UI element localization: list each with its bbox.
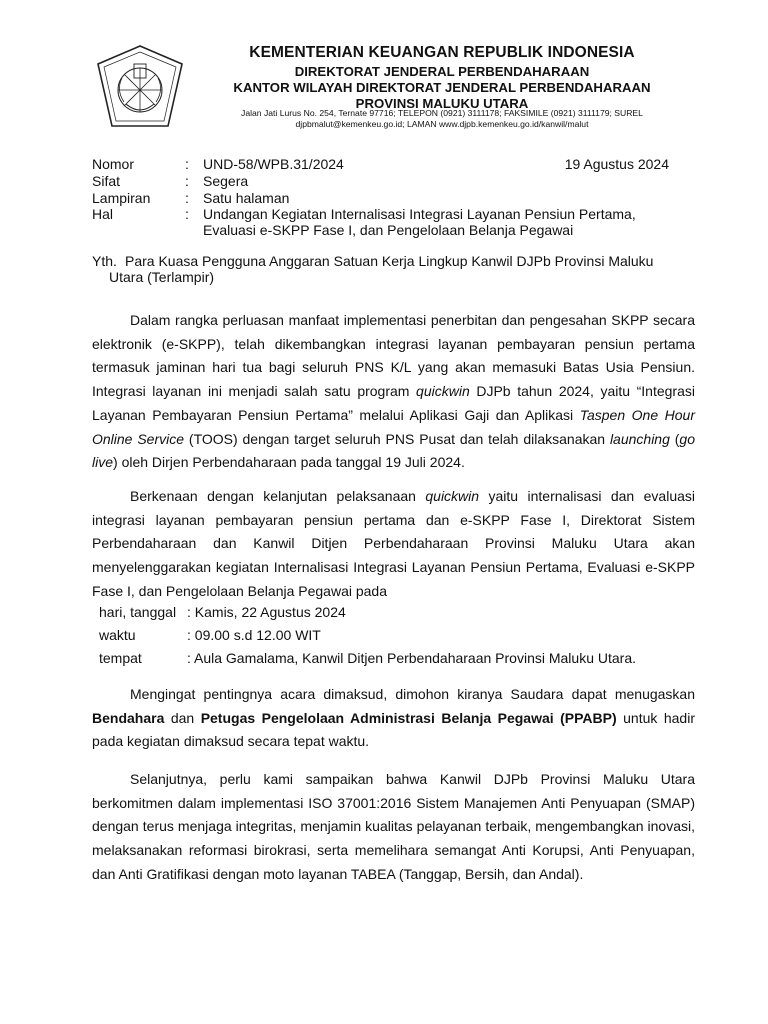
- paragraph-2: Berkenaan dengan kelanjutan pelaksanaan quickwin yaitu internalisasi dan evaluasi integrasi layanan pembayaran pensiun pertama dan e-SKPP Fase I, Direktorat Sistem Perbendaharaan dan Kanwil Ditjen Perbendaharaan Provinsi Maluku Utara akan menyelenggarakan kegiatan Internalisasi Integrasi Layanan Pensiun Pertama, Evaluasi e-SKPP Fase I, dan Pengelolaan Belanja Pegawai pada: [92, 488, 696, 599]
- nomor-label: Nomor: [92, 156, 135, 172]
- address-line-1: Jalan Jati Lurus No. 254, Ternate 97716; TELEPON (0921) 3111178; FAKSIMILE (0921) 3111179; SUREL: [241, 108, 643, 118]
- hal-line-1: Undangan Kegiatan Internalisasi Integrasi Layanan Pensiun Pertama,: [203, 206, 636, 222]
- event-date-value: : Kamis, 22 Agustus 2024: [187, 604, 346, 620]
- lampiran-label: Lampiran: [92, 190, 151, 206]
- recipient-line-2: Utara (Terlampir): [109, 269, 215, 285]
- hal-colon: :: [185, 206, 189, 222]
- hal-label: Hal: [92, 206, 114, 222]
- lampiran-value: Satu halaman: [203, 190, 290, 206]
- office-title: KANTOR WILAYAH DIREKTORAT JENDERAL PERBENDAHARAAN: [233, 80, 651, 95]
- sifat-colon: :: [185, 173, 189, 189]
- yth-label: Yth.: [92, 253, 117, 269]
- recipient-line-1: Para Kuasa Pengguna Anggaran Satuan Kerja Lingkup Kanwil DJPb Provinsi Maluku: [125, 253, 654, 269]
- nomor-value: UND-58/WPB.31/2024: [203, 156, 344, 172]
- paragraph-1: Dalam rangka perluasan manfaat implementasi penerbitan dan pengesahan SKPP secara elektronik (e-SKPP), telah dikembangkan integrasi layanan pembayaran pensiun pertama termasuk jaminan hari tua bagi seluruh PNS K/L yang akan memasuki Batas Usia Pensiun. Integrasi layanan ini menjadi salah satu program quickwin DJPb tahun 2024, yaitu “Integrasi Layanan Pembayaran Pensiun Pertama” melalui Aplikasi Gaji dan Aplikasi Taspen One Hour Online Service (TOOS) dengan target seluruh PNS Pusat dan telah dilaksanakan launching (go live) oleh Dirjen Perbendaharaan pada tanggal 19 Juli 2024.: [92, 312, 696, 471]
- event-place-value: : Aula Gamalama, Kanwil Ditjen Perbendaharaan Provinsi Maluku Utara.: [187, 650, 637, 666]
- hal-line-2: Evaluasi e-SKPP Fase I, dan Pengelolaan Belanja Pegawai: [203, 222, 574, 238]
- paragraph-3: Mengingat pentingnya acara dimaksud, dimohon kiranya Saudara dapat menugaskan Bendahara dan Petugas Pengelolaan Administrasi Belanja Pegawai (PPABP) untuk hadir pada kegiatan dimaksud secara tepat waktu.: [92, 686, 695, 750]
- directorate-title: DIREKTORAT JENDERAL PERBENDAHARAAN: [294, 64, 590, 79]
- sifat-value: Segera: [203, 173, 249, 189]
- ministry-emblem-icon: [96, 44, 184, 128]
- event-time-label: waktu: [99, 627, 136, 643]
- address-line-2: djpbmalut@kemenkeu.go.id; LAMAN www.djpb.kemenkeu.go.id/kanwil/malut: [295, 119, 589, 129]
- event-date-label: hari, tanggal: [99, 604, 177, 620]
- paragraph-4: Selanjutnya, perlu kami sampaikan bahwa Kanwil DJPb Provinsi Maluku Utara berkomitmen dalam implementasi ISO 37001:2016 Sistem Manajemen Anti Penyuapan (SMAP) dengan terus menjaga integritas, menjamin kualitas pelayanan terbaik, mengembangkan inovasi, melaksanakan reformasi birokrasi, serta memelihara semangat Anti Korupsi, Anti Penyuapan, dan Anti Gratifikasi dengan moto layanan TABEA (Tanggap, Bersih, dan Andal).: [92, 771, 695, 882]
- lampiran-colon: :: [185, 190, 189, 206]
- event-time-value: : 09.00 s.d 12.00 WIT: [187, 627, 321, 643]
- province-title: PROVINSI MALUKU UTARA: [355, 96, 529, 111]
- nomor-colon: :: [185, 156, 189, 172]
- ministry-title: KEMENTERIAN KEUANGAN REPUBLIK INDONESIA: [249, 44, 635, 61]
- event-place-label: tempat: [99, 650, 142, 666]
- letter-date: 19 Agustus 2024: [564, 156, 669, 172]
- sifat-label: Sifat: [92, 173, 121, 189]
